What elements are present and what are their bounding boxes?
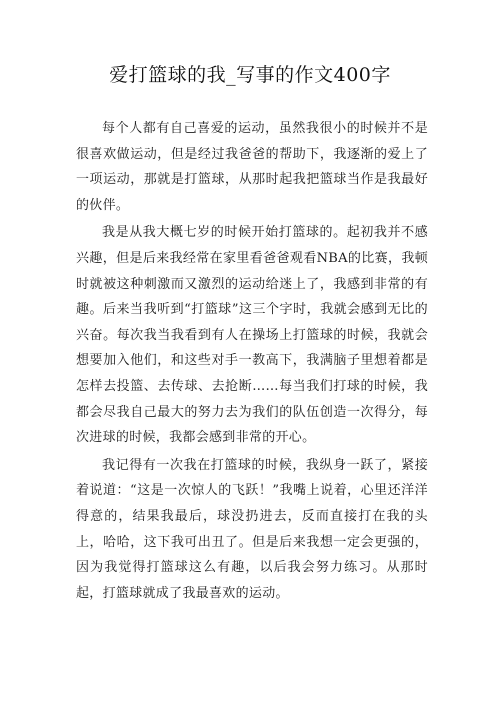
essay-title: 爱打篮球的我_写事的作文400字 <box>109 64 391 86</box>
paragraph-1: 每个人都有自己喜爱的运动，虽然我很小的时候并不是很喜欢做运动，但是经过我爸爸的帮助下，我逐渐的爱上了一项运动，那就是打篮球，从那时起我把篮球当作是我最好的伙伴。 <box>76 121 428 213</box>
paragraph-2: 我是从我大概七岁的时候开始打篮球的。起初我并不感兴趣，但是后来我经常在家里看爸爸观看NBA的比赛，我顿时就被这种刺激而又激烈的运动给迷上了，我感到非常的有趣。后来当我听到“打篮球”这三个字时，我就会感到无比的兴奋。每次我当我看到有人在操场上打篮球的时候，我就会想要加入他们，和这些对手一教高下，我满脑子里想着都是怎样去投篮、去传球、去抢断……每当我们打球的时候，我都会尽我自己最大的努力去为我们的队伍创造一次得分，每次进球的时候，我都会感到非常的开心。 <box>76 225 428 446</box>
paragraph-3: 我记得有一次我在打篮球的时候，我纵身一跃了，紧接着说道：“这是一次惊人的飞跃！”我嘴上说着，心里还洋洋得意的，结果我最后，球没扔进去，反而直接打在我的头上，哈哈，这下我可出丑了。但是后来我想一定会更强的，因为我觉得打篮球这么有趣，以后我会努力练习。从那时起，打篮球就成了我最喜欢的运动。 <box>76 457 428 601</box>
essay-body <box>76 116 428 608</box>
